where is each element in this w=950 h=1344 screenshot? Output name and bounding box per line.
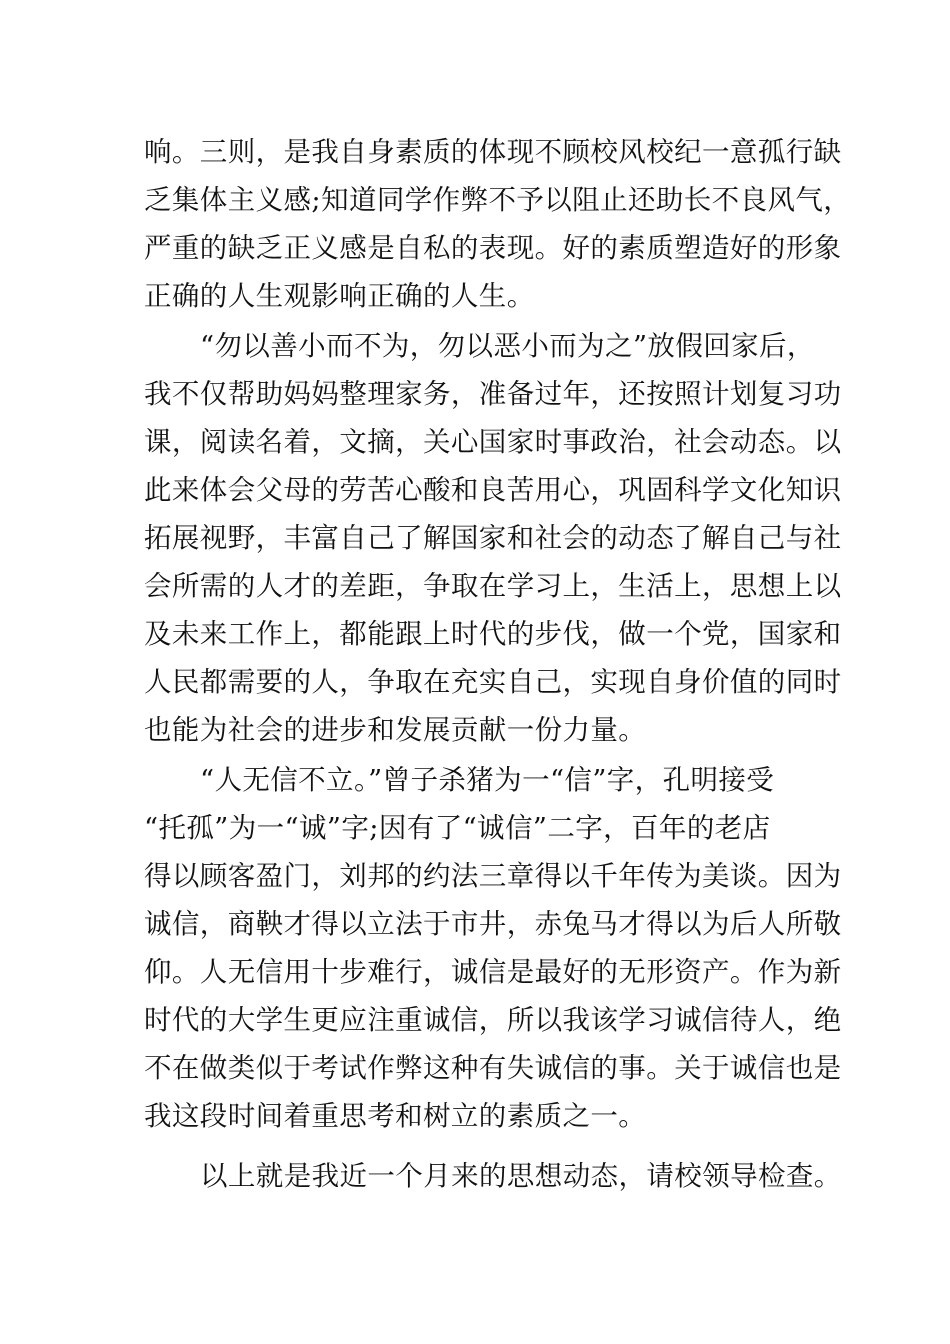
- text-line: 及未来工作上，都能跟上时代的步伐，做一个党，国家和: [144, 618, 842, 650]
- text-line: 此来体会父母的劳苦心酸和良苦用心，巩固科学文化知识: [144, 474, 842, 506]
- paragraph-4: [144, 1152, 842, 1200]
- text-line: 会所需的人才的差距，争取在学习上，生活上，思想上以: [144, 570, 842, 602]
- text-line: 人民都需要的人，争取在充实自己，实现自身价值的同时: [144, 666, 842, 698]
- text-line: 诚信，商鞅才得以立法于市井，赤兔马才得以为后人所敬: [144, 908, 842, 940]
- document-body: [144, 128, 852, 1200]
- paragraph-3: [144, 756, 842, 1140]
- text-line: 我这段时间着重思考和树立的素质之一。: [144, 1100, 647, 1132]
- paragraph-1: [144, 128, 852, 320]
- text-line: 乏集体主义感;知道同学作弊不予以阻止还助长不良风气，: [144, 184, 852, 216]
- text-line: 以上就是我近一个月来的思想动态，请校领导检查。: [200, 1160, 842, 1192]
- text-line: 严重的缺乏正义感是自私的表现。好的素质塑造好的形象: [144, 232, 842, 264]
- paragraph-2: [144, 322, 842, 754]
- text-line: 也能为社会的进步和发展贡献一份力量。: [144, 714, 647, 746]
- text-line: 课，阅读名着，文摘，关心国家时事政治，社会动态。以: [144, 426, 842, 458]
- text-line: “人无信不立。”曾子杀猪为一“信”字，孔明接受: [200, 764, 775, 796]
- text-line: 正确的人生观影响正确的人生。: [144, 280, 535, 312]
- text-line: “勿以善小而不为，勿以恶小而为之”放假回家后，: [200, 330, 815, 362]
- text-line: 得以顾客盈门，刘邦的约法三章得以千年传为美谈。因为: [144, 860, 842, 892]
- text-line: 时代的大学生更应注重诚信，所以我该学习诚信待人，绝: [144, 1004, 842, 1036]
- text-line: 仰。人无信用十步难行，诚信是最好的无形资产。作为新: [144, 956, 842, 988]
- text-line: 响。三则，是我自身素质的体现不顾校风校纪一意孤行缺: [144, 136, 842, 168]
- text-line: 我不仅帮助妈妈整理家务，准备过年，还按照计划复习功: [144, 378, 842, 410]
- text-line: “托孤”为一“诚”字;因有了“诚信”二字，百年的老店: [144, 812, 771, 844]
- text-line: 不在做类似于考试作弊这种有失诚信的事。关于诚信也是: [144, 1052, 842, 1084]
- text-line: 拓展视野，丰富自己了解国家和社会的动态了解自己与社: [144, 522, 842, 554]
